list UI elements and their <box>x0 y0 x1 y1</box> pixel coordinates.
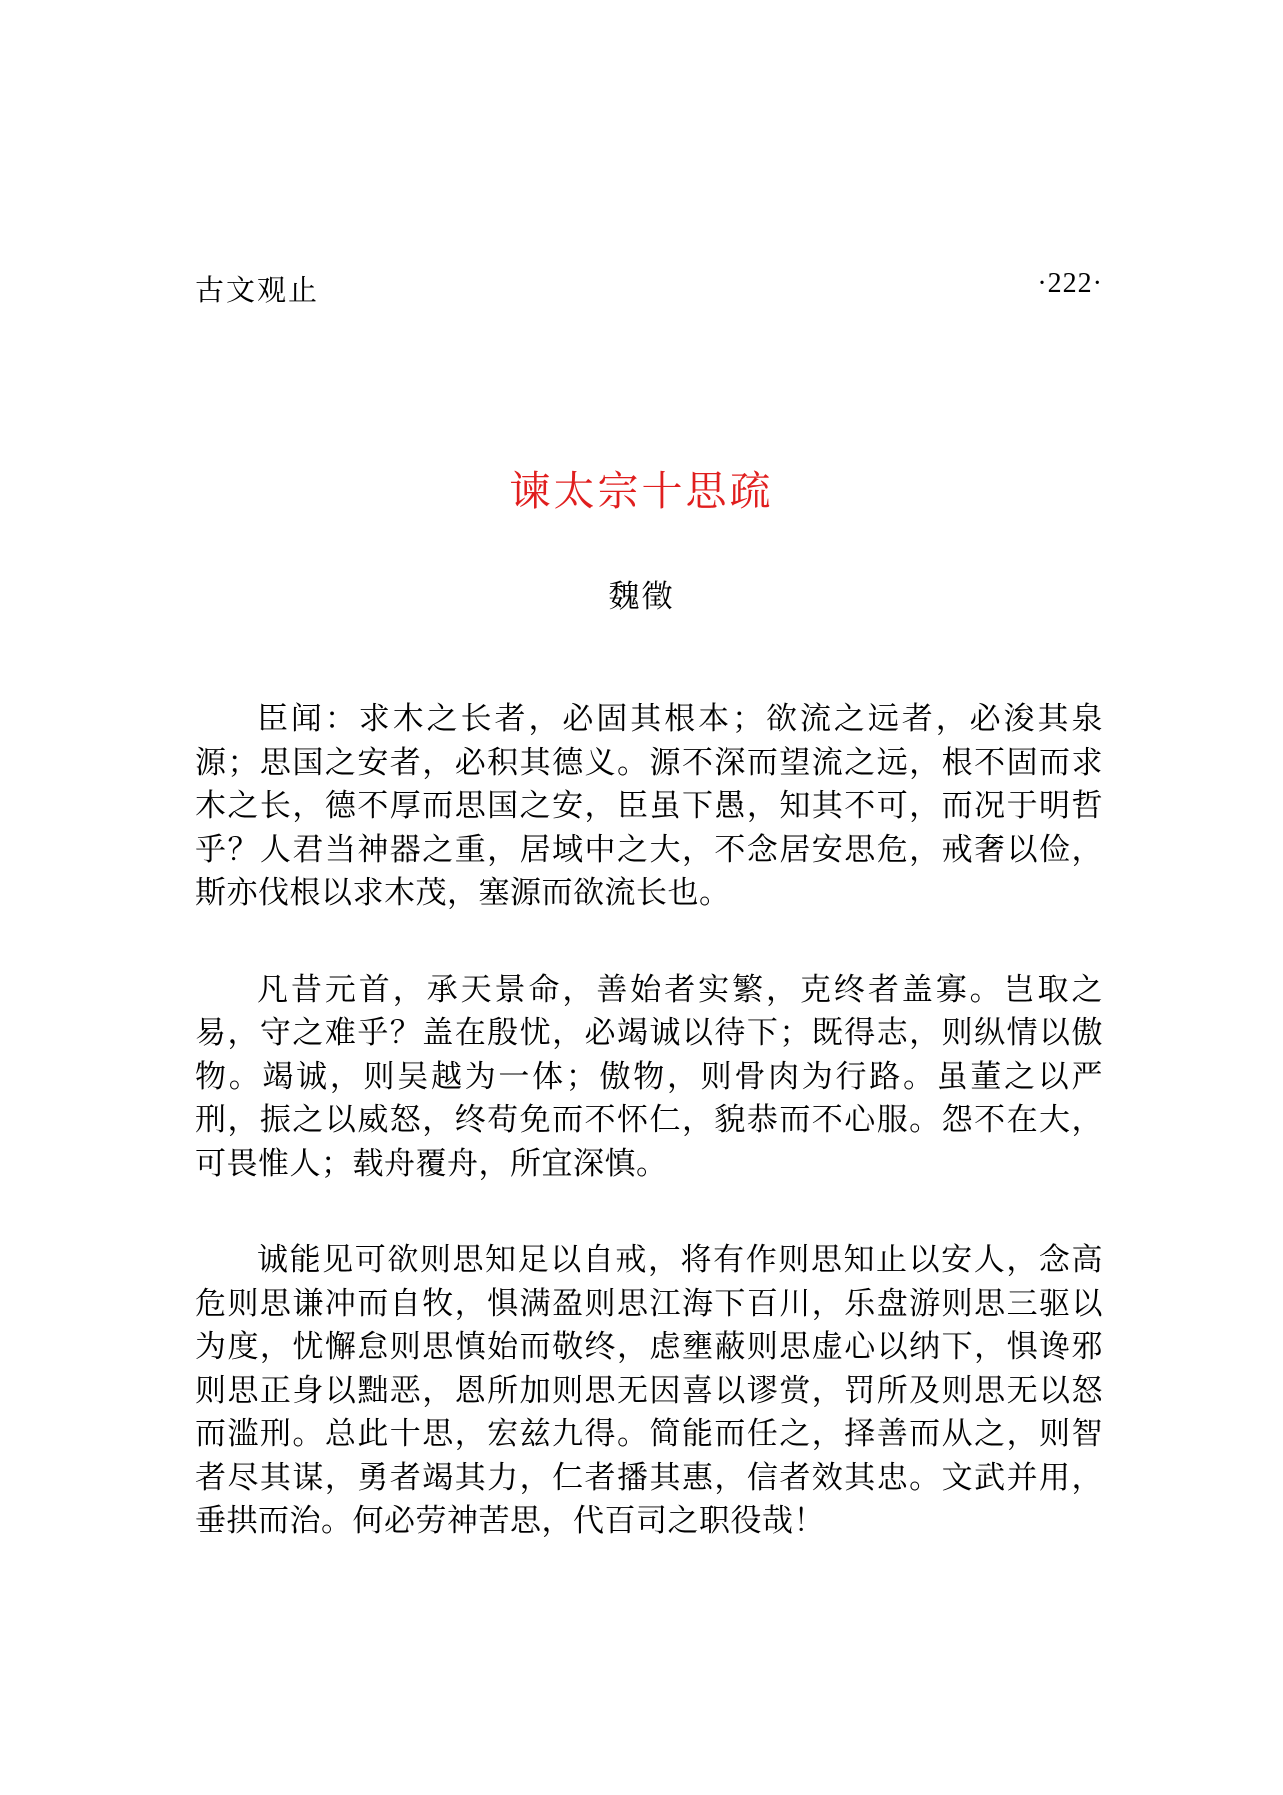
paragraph-1: 臣闻：求木之长者，必固其根本；欲流之远者，必浚其泉源；思国之安者，必积其德义。源不深而望流之远，根不固而求木之长，德不厚而思国之安，臣虽下愚，知其不可，而况于明哲乎？人君当神器之重，居域中之大，不念居安思危，戒奢以俭，斯亦伐根以求木茂，塞源而欲流长也。 <box>195 701 1103 911</box>
book-title: 古文观止 <box>195 273 320 307</box>
article-title: 谏太宗十思疏 <box>509 467 774 515</box>
paragraph-2: 凡昔元首，承天景命，善始者实繁，克终者盖寡。岂取之易，守之难乎？盖在殷忧，必竭诚以待下；既得志，则纵情以傲物。竭诚，则吴越为一体；傲物，则骨肉为行路。虽董之以严刑，振之以威怒，终苟免而不怀仁，貌恭而不心服。怨不在大，可畏惟人；载舟覆舟，所宜深慎。 <box>195 971 1103 1182</box>
paragraph-3: 诚能见可欲则思知足以自戒，将有作则思知止以安人，念高危则思谦冲而自牧，惧满盈则思江海下百川，乐盘游则思三驱以为度，忧懈怠则思慎始而敬终，虑壅蔽则思虚心以纳下，惧谗邪则思正身以黜恶，恩所加则思无因喜以谬赏，罚所及则思无以怒而滥刑。总此十思，宏兹九得。简能而任之，择善而从之，则智者尽其谋，勇者竭其力，仁者播其惠，信者效其忠。文武并用，垂拱而治。何必劳神苦思，代百司之职役哉！ <box>195 1242 1103 1539</box>
article-body <box>195 698 1103 1597</box>
page-header <box>195 268 1103 308</box>
page-number: ·222· <box>1037 268 1103 299</box>
article-author: 魏徵 <box>608 579 675 615</box>
